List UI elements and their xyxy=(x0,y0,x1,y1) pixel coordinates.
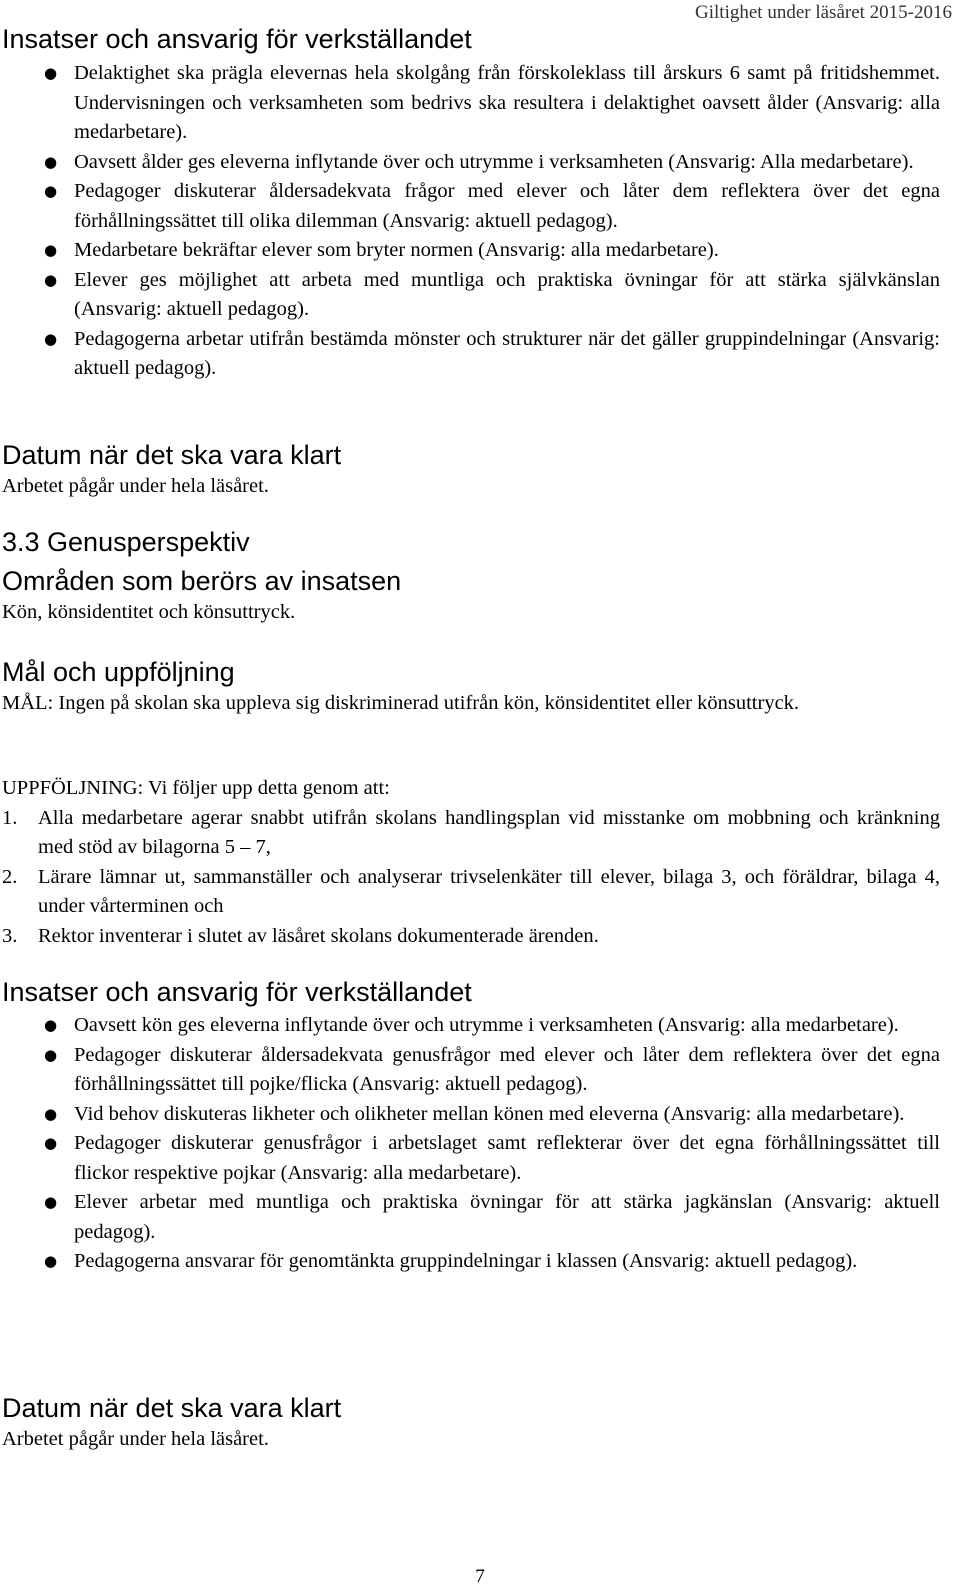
followup-intro: UPPFÖLJNING: Vi följer upp detta genom att: xyxy=(2,777,390,799)
bullet-icon: ● xyxy=(44,270,58,289)
bullet-list-1 xyxy=(0,59,960,384)
bullet-icon: ● xyxy=(44,1193,58,1211)
page-number: 7 xyxy=(475,1566,485,1587)
list-item: ● Oavsett ålder ges eleverna inflytande över och utrymme i verksamheten (Ansvarig: Alla medarbetare). xyxy=(0,148,940,178)
list-item: ● Vid behov diskuteras likheter och olikheter mellan könen med eleverna (Ansvarig: alla medarbetare). xyxy=(0,1100,940,1130)
areas-block xyxy=(0,564,960,628)
list-item: ● Medarbetare bekräftar elever som bryter normen (Ansvarig: alla medarbetare). xyxy=(0,236,940,266)
list-item: ● Pedagoger diskuterar åldersadekvata genusfrågor med elever och låter dem reflektera över det egna förhållningssättet till pojke/flicka (Ansvarig: aktuell pedagog). xyxy=(0,1041,940,1100)
goal-text: MÅL: Ingen på skolan ska uppleva sig diskriminerad utifrån kön, könsidentitet eller könsuttryck. xyxy=(2,692,800,714)
bullet-icon: ● xyxy=(44,182,58,200)
list-item: ● Pedagoger diskuterar åldersadekvata frågor med elever och låter dem reflektera över det egna förhållningssättet till olika dilemman (Ansvarig: aktuell pedagog). xyxy=(0,177,940,236)
list-item: ● Pedagogerna ansvarar för genomtänkta gruppindelningar i klassen (Ansvarig: aktuell pedagog). xyxy=(0,1247,940,1277)
list-item: ● Pedagoger diskuterar genusfrågor i arbetslaget samt reflekterar över det egna förhållningssättet till flickor respektive pojkar (Ansvarig: alla medarbetare). xyxy=(0,1129,940,1188)
bullet-icon: ● xyxy=(44,329,58,348)
bullet-icon: ● xyxy=(44,152,58,171)
list-item: ● Pedagogerna arbetar utifrån bestämda mönster och strukturer när det gäller gruppindelningar (Ansvarig: aktuell pedagog). xyxy=(0,325,940,384)
deadline-text: Arbetet pågår under hela läsåret. xyxy=(2,1428,269,1450)
goals-block xyxy=(0,655,960,719)
running-header: Giltighet under läsåret 2015-2016 xyxy=(695,2,952,23)
bullet-icon: ● xyxy=(44,1134,58,1152)
followup-block xyxy=(0,774,960,951)
deadline-text: Arbetet pågår under hela läsåret. xyxy=(2,475,269,497)
list-item: 1. Alla medarbetare agerar snabbt utifrån skolans handlingsplan vid misstanke om mobbning och kränkning med stöd av bilagorna 5 – 7, xyxy=(2,806,940,858)
bullet-list-2 xyxy=(0,1011,960,1277)
section-insatser-2 xyxy=(0,975,960,1009)
deadline-heading: Datum när det ska vara klart xyxy=(2,1393,342,1423)
list-item: 3. Rektor inventerar i slutet av läsåret skolans dokumenterade ärenden. xyxy=(2,924,599,947)
section-heading: Insatser och ansvarig för verkställandet xyxy=(2,977,472,1007)
bullet-icon: ● xyxy=(44,1016,58,1034)
goals-heading: Mål och uppföljning xyxy=(2,657,235,687)
areas-heading: Områden som berörs av insatsen xyxy=(2,566,402,596)
deadline-heading: Datum när det ska vara klart xyxy=(2,440,342,470)
list-item: 2. Lärare lämnar ut, sammanställer och analyserar trivselenkäter till elever, bilaga 3, och föräldrar, bilaga 4, under vårterminen och xyxy=(2,865,940,917)
bullet-icon: ● xyxy=(44,1045,58,1064)
bullet-icon: ● xyxy=(44,1252,58,1270)
section-heading: Insatser och ansvarig för verkställandet xyxy=(2,24,472,54)
list-item: ● Oavsett kön ges eleverna inflytande över och utrymme i verksamheten (Ansvarig: alla medarbetare). xyxy=(0,1011,940,1041)
deadline-block-1 xyxy=(0,438,960,502)
section-insatser-1 xyxy=(0,22,960,56)
deadline-block-2 xyxy=(0,1391,960,1455)
bullet-icon: ● xyxy=(44,241,58,259)
section-title: 3.3 Genusperspektiv xyxy=(2,527,250,557)
section-genusperspektiv xyxy=(0,525,960,559)
bullet-icon: ● xyxy=(44,1104,58,1123)
list-item: ● Delaktighet ska prägla elevernas hela skolgång från förskoleklass till årskurs 6 samt på fritidshemmet. Undervisningen och verksamheten som bedrivs ska resultera i delaktighet oavsett ålder (Ansvarig: alla medarbetare). xyxy=(0,59,940,148)
list-item: ● Elever arbetar med muntliga och praktiska övningar för att stärka jagkänslan (Ansvarig: aktuell pedagog). xyxy=(0,1188,940,1247)
bullet-icon: ● xyxy=(44,64,58,82)
list-item: ● Elever ges möjlighet att arbeta med muntliga och praktiska övningar för att stärka självkänslan (Ansvarig: aktuell pedagog). xyxy=(0,266,940,325)
areas-text: Kön, könsidentitet och könsuttryck. xyxy=(2,601,296,623)
